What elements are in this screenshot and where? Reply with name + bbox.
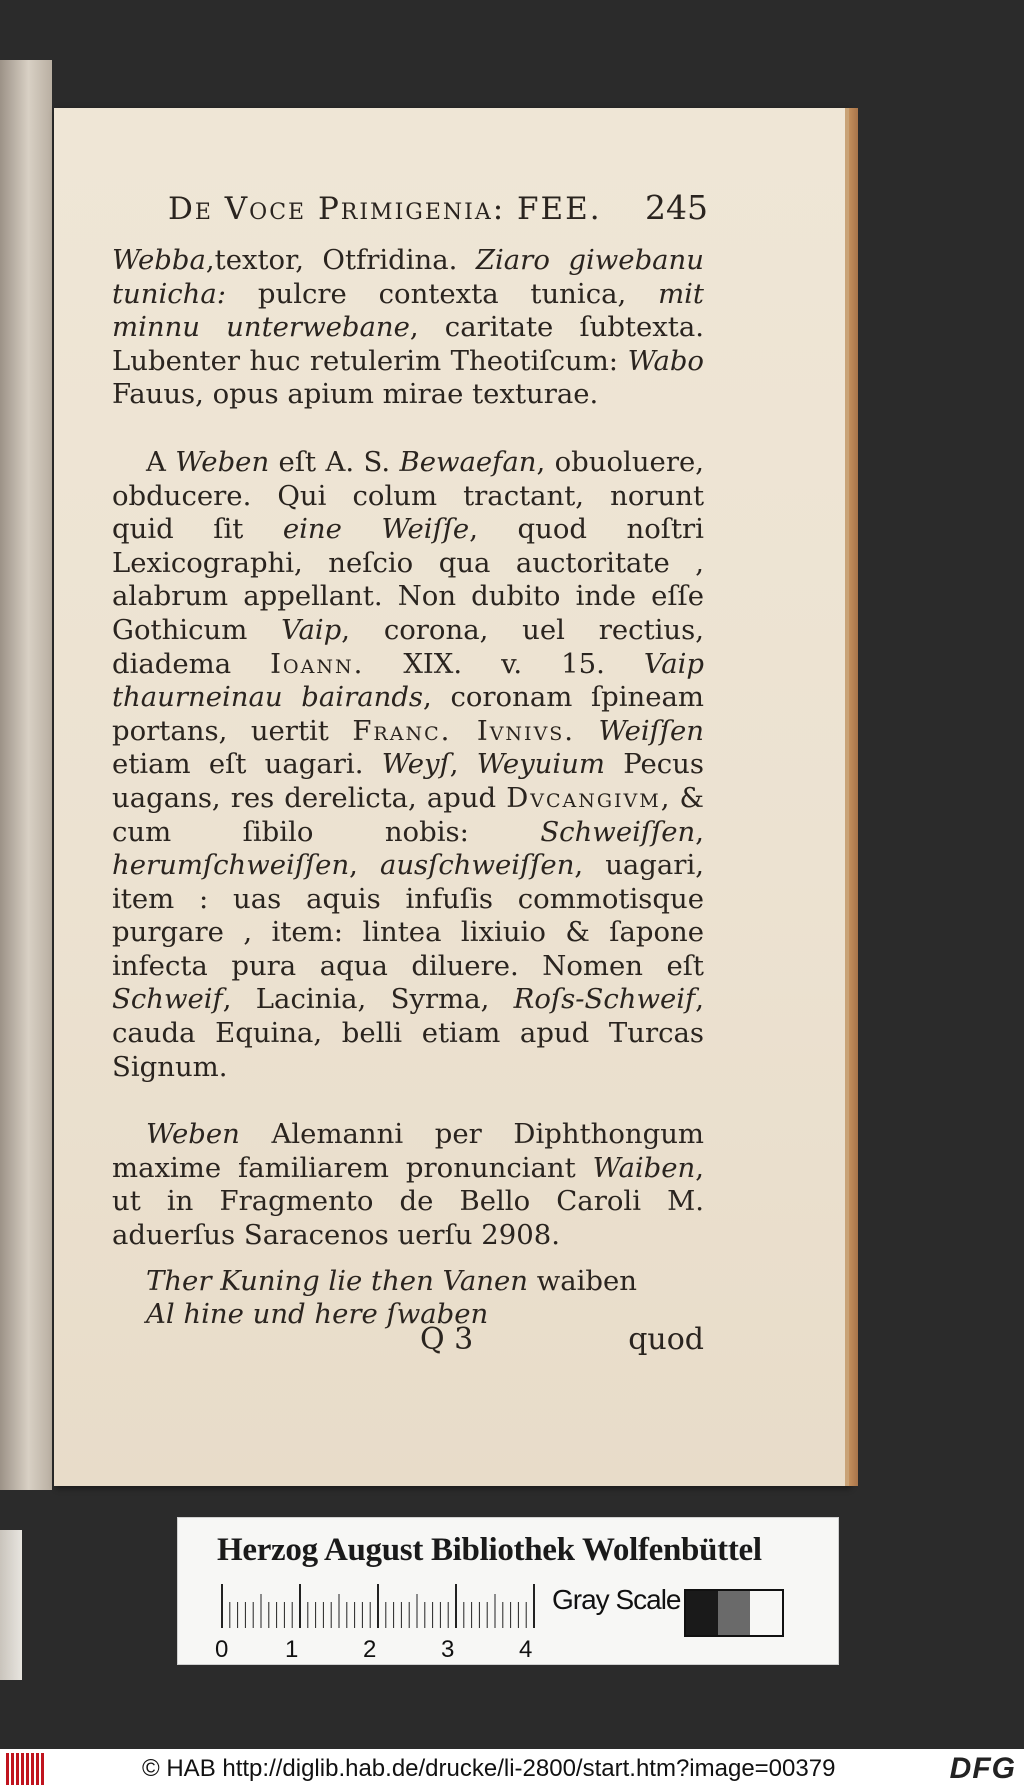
text-run: , obuoluere, obducere. Qui colum tractant, norunt quid ſit bbox=[112, 445, 704, 546]
small-caps-run: Ioann. bbox=[270, 647, 365, 680]
text-run: , bbox=[349, 849, 380, 882]
copyright-link[interactable]: © HAB http://diglib.hab.de/drucke/li-2800/start.htm?image=00379 bbox=[142, 1755, 836, 1782]
italic-run: Vaip thaurneinau bairands bbox=[112, 647, 704, 714]
text-run: etiam eſt uagari. bbox=[112, 748, 382, 781]
text-run: A bbox=[146, 445, 176, 478]
text-run: , ut in Fragmento de Bello Caroli M. aduerſus Saracenos uerſu 2908. bbox=[112, 1151, 704, 1252]
running-title: De Voce Primigenia: FEE. bbox=[168, 191, 602, 227]
ruler-number: 2 bbox=[363, 1636, 377, 1663]
verse-line-1 bbox=[146, 1265, 704, 1299]
italic-run: Webba bbox=[112, 244, 206, 276]
paragraph-2 bbox=[112, 446, 704, 1084]
signature-mark: Q 3 bbox=[420, 1322, 474, 1357]
verse-line-1-roman: waiben bbox=[527, 1264, 638, 1297]
ruler-number: 0 bbox=[215, 1636, 229, 1663]
catchword: quod bbox=[628, 1322, 704, 1357]
italic-run: Roſs-Schweif bbox=[513, 983, 696, 1016]
italic-run: Weben bbox=[146, 1118, 240, 1151]
bottom-bar bbox=[0, 1749, 1024, 1789]
gray-scale-swatches bbox=[684, 1589, 784, 1637]
gray-scale-label: Gray Scale bbox=[552, 1584, 681, 1615]
italic-run: ausſchweiſſen bbox=[379, 849, 575, 882]
italic-run: Wabo bbox=[627, 344, 704, 377]
gray-swatch-light bbox=[750, 1591, 782, 1635]
small-caps-run: Franc. Ivnivs. bbox=[352, 714, 576, 747]
italic-run: Bewaefan bbox=[399, 445, 537, 478]
gray-swatch-mid bbox=[718, 1591, 750, 1635]
page-number: 245 bbox=[645, 188, 708, 227]
italic-run: Schweiſſen bbox=[540, 815, 696, 848]
paragraph-3 bbox=[112, 1118, 704, 1252]
dfg-logo: DFG bbox=[949, 1752, 1016, 1785]
text-run: pulcre contexta tunica, bbox=[226, 277, 659, 310]
text-run: ,textor, Otfridina. bbox=[205, 244, 476, 276]
italic-run: Vaip bbox=[281, 613, 342, 646]
running-header bbox=[168, 188, 708, 227]
left-page-edge bbox=[0, 60, 52, 1490]
text-run: , bbox=[695, 815, 704, 848]
text-run: , cauda Equina, belli etiam apud Turcas Signum. bbox=[112, 983, 704, 1083]
text-run: Fauus, opus apium mirae texturae. bbox=[112, 378, 599, 411]
barcode-icon bbox=[6, 1753, 46, 1785]
page-body bbox=[112, 244, 704, 1332]
italic-run: Weben bbox=[175, 445, 270, 478]
text-run: XIX. v. 15. bbox=[364, 647, 644, 680]
italic-run: Waiben bbox=[592, 1151, 696, 1184]
text-run: eſt A. S. bbox=[269, 445, 400, 478]
text-run: , uagari, item : uas aquis infuſis commotisque purgare , item: lintea lixiuio & ſapone infecta pura aqua diluere. Nomen eſt bbox=[112, 849, 704, 982]
text-run: , Lacinia, Syrma, bbox=[222, 983, 514, 1016]
text-run bbox=[575, 715, 599, 747]
color-target-card bbox=[177, 1517, 839, 1665]
page-footer bbox=[112, 1322, 704, 1357]
italic-run: herumſchweiſſen bbox=[112, 849, 350, 882]
text-run: Alemanni per Diphthongum maxime familiarem pronunciant bbox=[112, 1118, 704, 1184]
text-run: , quod noſtri Lexicographi, neſcio qua auctoritate , alabrum appellant. Non dubito inde eſſe Gothicum bbox=[112, 513, 704, 646]
italic-run: Weiſſen bbox=[598, 714, 704, 747]
italic-run: mit minnu unterwebane bbox=[112, 277, 704, 344]
text-run: , caritate ſubtexta. Lubenter huc retulerim Theotiſcum: bbox=[112, 311, 704, 377]
text-run: , bbox=[449, 748, 477, 781]
ruler-number: 4 bbox=[519, 1636, 533, 1663]
left-card-edge bbox=[0, 1530, 22, 1680]
page-fore-edge bbox=[849, 108, 858, 1486]
ruler-number: 3 bbox=[441, 1636, 455, 1663]
paragraph-1 bbox=[112, 244, 704, 412]
text-run: , coronam ſpineam portans, uertit bbox=[112, 681, 704, 747]
library-name: Herzog August Bibliothek Wolfenbüttel bbox=[217, 1532, 762, 1568]
italic-run: eine Weiſſe bbox=[282, 513, 470, 546]
verse-line-2: Al hine und here ſwaben bbox=[146, 1298, 489, 1331]
gray-swatch-dark bbox=[686, 1591, 718, 1635]
italic-run: Ziaro giwebanu tunicha: bbox=[112, 244, 704, 310]
text-run: , corona, uel rectius, diadema bbox=[112, 613, 704, 680]
text-run: Pecus uagans, res derelicta, apud bbox=[112, 748, 704, 814]
italic-run: Weyſ bbox=[381, 748, 450, 781]
verse-line-1-italic: Ther Kuning lie then Vanen bbox=[146, 1264, 528, 1297]
small-caps-run: Dvcangivm bbox=[506, 781, 661, 814]
ruler-number: 1 bbox=[285, 1636, 299, 1663]
text-run: , & cum ſibilo nobis: bbox=[112, 781, 704, 848]
italic-run: Weyuium bbox=[476, 748, 605, 781]
ruler-scale bbox=[220, 1584, 540, 1628]
italic-run: Schweif bbox=[112, 983, 223, 1016]
